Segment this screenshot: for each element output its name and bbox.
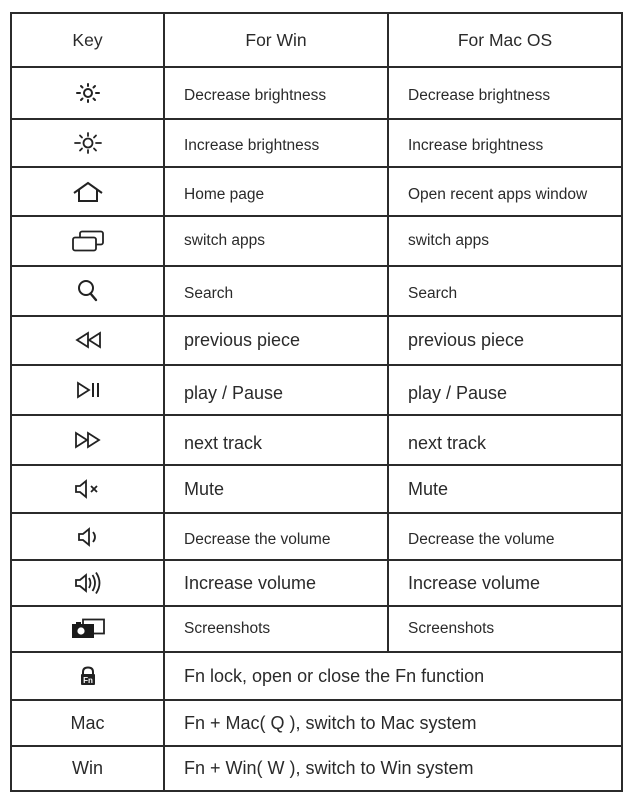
mac-action: Mute: [408, 478, 449, 499]
fn-lock-icon: [79, 666, 97, 686]
header-for-mac: For Mac OS: [388, 13, 622, 67]
mac-action: Search: [408, 285, 458, 302]
win-action: Increase volume: [184, 572, 317, 593]
table-row: [11, 700, 622, 746]
header-for-win: For Win: [164, 13, 388, 67]
brightness-up-icon: [74, 132, 102, 154]
win-action: Increase brightness: [184, 137, 320, 154]
table-row: [11, 167, 622, 216]
table-row: [11, 415, 622, 465]
mac-switch-description: Fn + Mac( Q ), switch to Mac system: [184, 712, 477, 733]
win-action: Screenshots: [184, 620, 271, 637]
mac-action: play / Pause: [408, 382, 508, 403]
home-icon: [72, 181, 104, 203]
key-win: Win: [11, 746, 164, 791]
win-action: switch apps: [184, 232, 265, 249]
table-row: [11, 513, 622, 560]
switch-apps-icon: [71, 230, 105, 252]
win-action: Mute: [184, 478, 225, 499]
table-row: [11, 316, 622, 365]
header-row: [11, 13, 622, 67]
header-key: Key: [11, 13, 164, 67]
play-pause-icon: [75, 381, 101, 399]
mac-action: next track: [408, 432, 487, 453]
table-row: [11, 216, 622, 266]
win-action: Home page: [184, 185, 265, 203]
previous-track-icon: [74, 331, 102, 349]
win-action: Search: [184, 285, 234, 302]
mac-action: Increase brightness: [408, 137, 544, 154]
table-row: [11, 365, 622, 415]
next-track-icon: [74, 431, 102, 449]
win-action: play / Pause: [184, 382, 284, 403]
search-icon: [77, 279, 99, 303]
table-row: [11, 67, 622, 119]
table-row: [11, 465, 622, 513]
mac-action: Screenshots: [408, 620, 495, 637]
table-row: [11, 746, 622, 791]
table-row: [11, 652, 622, 700]
svg-text:Fn: Fn: [82, 676, 93, 685]
win-action: Decrease the volume: [184, 530, 331, 548]
table-row: [11, 560, 622, 606]
mac-action: Decrease the volume: [408, 530, 555, 548]
mac-action: switch apps: [408, 232, 489, 249]
mute-icon: [73, 479, 103, 499]
table-row: [11, 606, 622, 652]
table-row: [11, 266, 622, 316]
win-action: next track: [184, 432, 263, 453]
win-action: Decrease brightness: [184, 87, 327, 104]
volume-down-icon: [76, 527, 100, 547]
table-row: [11, 119, 622, 167]
function-key-table: [10, 12, 623, 792]
mac-action: Increase volume: [408, 572, 541, 593]
brightness-down-icon: [75, 82, 101, 104]
volume-up-icon: [73, 571, 103, 595]
mac-action: previous piece: [408, 330, 525, 350]
win-switch-description: Fn + Win( W ), switch to Win system: [184, 758, 474, 778]
mac-action: Decrease brightness: [408, 87, 551, 104]
key-mac: Mac: [11, 700, 164, 746]
fn-lock-description: Fn lock, open or close the Fn function: [184, 665, 485, 686]
mac-action: Open recent apps window: [408, 185, 588, 203]
win-action: previous piece: [184, 330, 301, 350]
screenshot-icon: [70, 618, 106, 640]
